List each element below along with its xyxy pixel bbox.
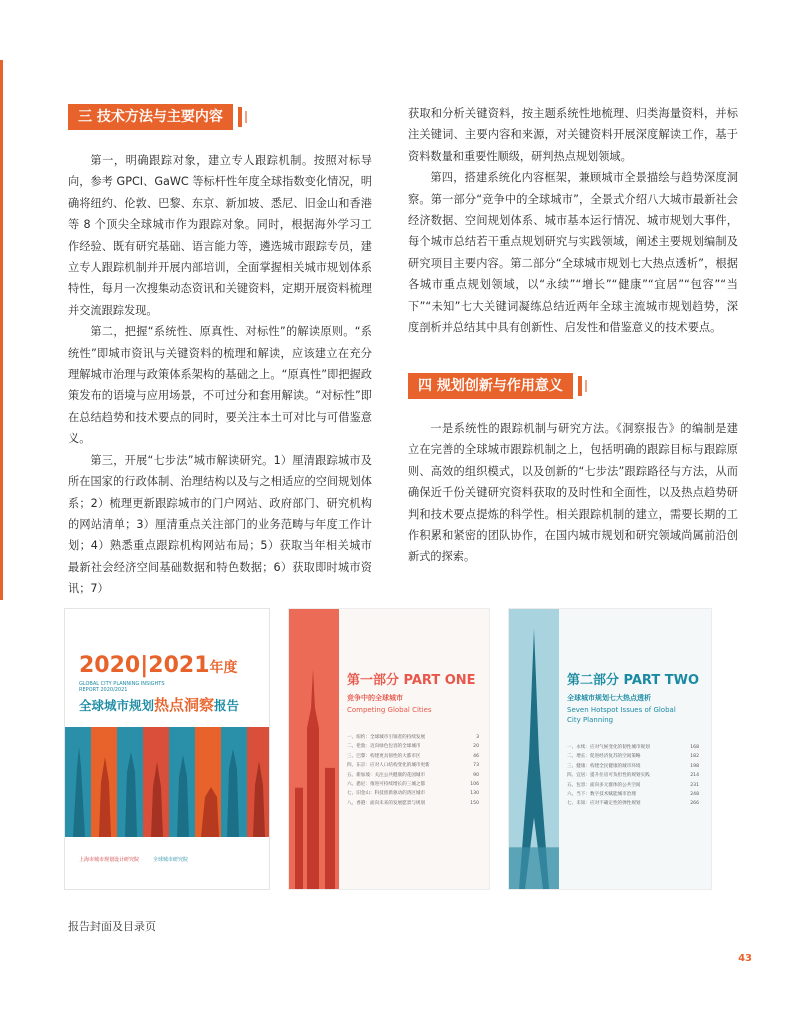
toc2-item: 七、未知：应对不确定性的弹性规划 266 <box>567 801 699 807</box>
toc1-item: 二、伦敦：迈向绿色包容的全球城市 20 <box>347 744 479 750</box>
toc2-item: 六、当下：数字技术赋能城市治理 248 <box>567 792 699 798</box>
cover-year-a: 2020 <box>79 653 141 678</box>
toc2-item: 三、健康：构建全民健康的城市环境 198 <box>567 763 699 769</box>
eiffel-tower-photo <box>509 609 559 889</box>
toc1-item: 一、纽约：全球城市引领者的持续发展 3 <box>347 735 479 740</box>
toc-part-one-image <box>288 608 490 890</box>
section-3-heading <box>68 104 247 130</box>
toc2-list <box>567 743 699 809</box>
toc2-title: 第二部分 PART TWO <box>567 673 699 688</box>
page-number: 43 <box>738 953 752 964</box>
toc1-subtitle-cn: 竞争中的全球城市 <box>347 694 403 702</box>
heading-accent-mark <box>238 107 242 127</box>
toc2-item: 一、永续：应对气候变化的韧性城市规划 168 <box>567 745 699 750</box>
cover-year-b: 2021 <box>148 653 210 678</box>
toc1-item: 三、巴黎：构建更具韧性的大都市区 46 <box>347 753 479 759</box>
toc1-subtitle-en: Competing Global Cities <box>347 706 432 714</box>
toc2-item: 二、增长：促进经济复苏的空间策略 182 <box>567 754 699 760</box>
heading-accent-mark-small <box>245 111 247 123</box>
cover-title-highlight: 热点洞察 <box>154 696 215 714</box>
toc1-item: 八、香港：面向未来的发展愿景与规划 150 <box>347 800 479 806</box>
cover-title-part-b: 报告 <box>214 698 240 713</box>
paragraph-first: 第一，明确跟踪对象，建立专人跟踪机制。按照对标导向，参考 GPCI、GaWC 等标杆性年度全球指数变化情况，明确将纽约、伦敦、巴黎、东京、新加坡、悉尼、旧金山和香港等 8 个顶尖全球城市作为跟踪对象。同时，根据海外学习工作经验、既有研究基础、语言能力等，遴选城市跟踪专员，建立专人跟踪机制并开展内部培训，全面掌握相关城市规划体系特性，每月一次搜集动态资讯和关键资料，定期开展资料梳理并交流跟踪发现。 <box>68 154 372 317</box>
cover-title-part-a: 全球城市规划 <box>79 698 155 713</box>
report-cover-image <box>64 608 270 890</box>
toc1-item: 五、新加坡：关注公共健康的花园城市 90 <box>347 772 479 778</box>
logo-left-text: 上海市城市规划设计研究院 <box>79 857 140 863</box>
section-3-title: 三 技术方法与主要内容 <box>68 104 233 130</box>
toc2-subtitle-en-2: City Planning <box>567 716 614 724</box>
paragraph-continued: 获取和分析关键资料，按主题系统性地梳理、归类海量资料，并标注关键词、主要内容和来源，对关键资料开展深度解读工作，基于资料数量和重要性顺级，研判热点规划领域。 <box>408 107 738 163</box>
section-4-heading <box>408 373 587 399</box>
right-column-top <box>408 103 738 338</box>
cover-skyline-illustration <box>65 727 270 837</box>
empire-state-photo <box>289 609 339 889</box>
toc1-item: 七、旧金山：科技创新驱动的湾区城市 130 <box>347 791 479 797</box>
left-column <box>68 150 372 600</box>
logo-right-text: 全球城市研究院 <box>153 857 189 863</box>
figure-caption: 报告封面及目录页 <box>68 920 156 933</box>
heading-accent-mark-small <box>585 380 587 392</box>
toc2-subtitle-cn: 全球城市规划七大热点透析 <box>567 694 651 702</box>
section-4-title: 四 规划创新与作用意义 <box>408 373 573 399</box>
toc1-title: 第一部分 PART ONE <box>347 673 476 688</box>
cover-year-suffix: 年度 <box>209 660 238 676</box>
cover-year: 2020|2021年度 <box>79 653 238 678</box>
right-column-bottom <box>408 418 738 568</box>
toc2-subtitle-en-1: Seven Hotspot Issues of Global <box>567 706 676 714</box>
toc1-list <box>347 733 479 808</box>
heading-accent-mark <box>578 376 582 396</box>
paragraph-innovation: 一是系统性的跟踪机制与研究方法。《洞察报告》的编制是建立在完善的全球城市跟踪机制之上，包括明确的跟踪目标与跟踪原则、高效的组织模式，以及创新的“七步法”跟踪路径与方法，从而确保近千份关键研究资料获取的及时性和全面性，以及热点趋势研判和技术要点提炼的科学性。相关跟踪机制的建立，需要长期的工作积累和紧密的团队协作，在国内城市规划和研究领域尚属前沿创新式的探索。 <box>408 422 738 564</box>
paragraph-third: 第三，开展“七步法”城市解读研究。1）厘清跟踪城市及所在国家的行政体制、治理结构以及与之相适应的空间规划体系；2）梳理更新跟踪城市的门户网站、政府部门、研究机构的网站清单；3）厘清重点关注部门的业务范畴与年度工作计划；4）熟悉重点跟踪机构网站布局；5）获取当年相关城市最新社会经济空间基础数据和特色数据；6）获取即时城市资讯；7） <box>68 453 372 596</box>
toc2-item: 五、包容：面向多元群体的公共空间 231 <box>567 782 699 788</box>
toc-part-two-image <box>508 608 712 890</box>
paragraph-second: 第二，把握“系统性、原真性、对标性”的解读原则。“系统性”即城市资讯与关键资料的梳理和解读，应该建立在充分理解城市治理与政策体系架构的基础之上。“原真性”即把握政策发布的语境与应用场景，不可过分和套用解读。“对标性”即在总结趋势和技术要点的同时，要关注本土可对比与可借鉴意义。 <box>68 325 372 446</box>
toc1-item: 六、悉尼：推进可持续增长的三城之都 106 <box>347 782 479 788</box>
toc1-item: 四、东京：应对人口结构变化的城市更新 73 <box>347 763 479 769</box>
left-accent-rule <box>0 60 3 600</box>
toc2-item: 四、宜居：提升住房可负担性的规划实践 214 <box>567 773 699 779</box>
cover-chinese-title <box>79 694 239 715</box>
cover-publisher-logos <box>79 856 188 863</box>
paragraph-fourth: 第四，搭建系统化内容框架，兼顾城市全景描绘与趋势深度洞察。第一部分“竞争中的全球城市”，全景式介绍八大城市最新社会经济数据、空间规划体系、城市基本运行情况、城市规划大事件，每个城市总结若干重点规划研究与实践领域，阐述主要规划编制及研究项目主要内容。第二部分“全球城市规划七大热点透析”，根据各城市重点规划领域，以“永续”“增长”“健康”“宜居”“包容”“当下”“未知”七大关键词凝练总结近两年全球主流城市规划趋势，深度剖析并总结其中具有创新性、启发性和借鉴意义的技术要点。 <box>408 171 738 335</box>
cover-english-title: GLOBAL CITY PLANNING INSIGHTS REPORT 2020/2021 <box>79 681 165 693</box>
